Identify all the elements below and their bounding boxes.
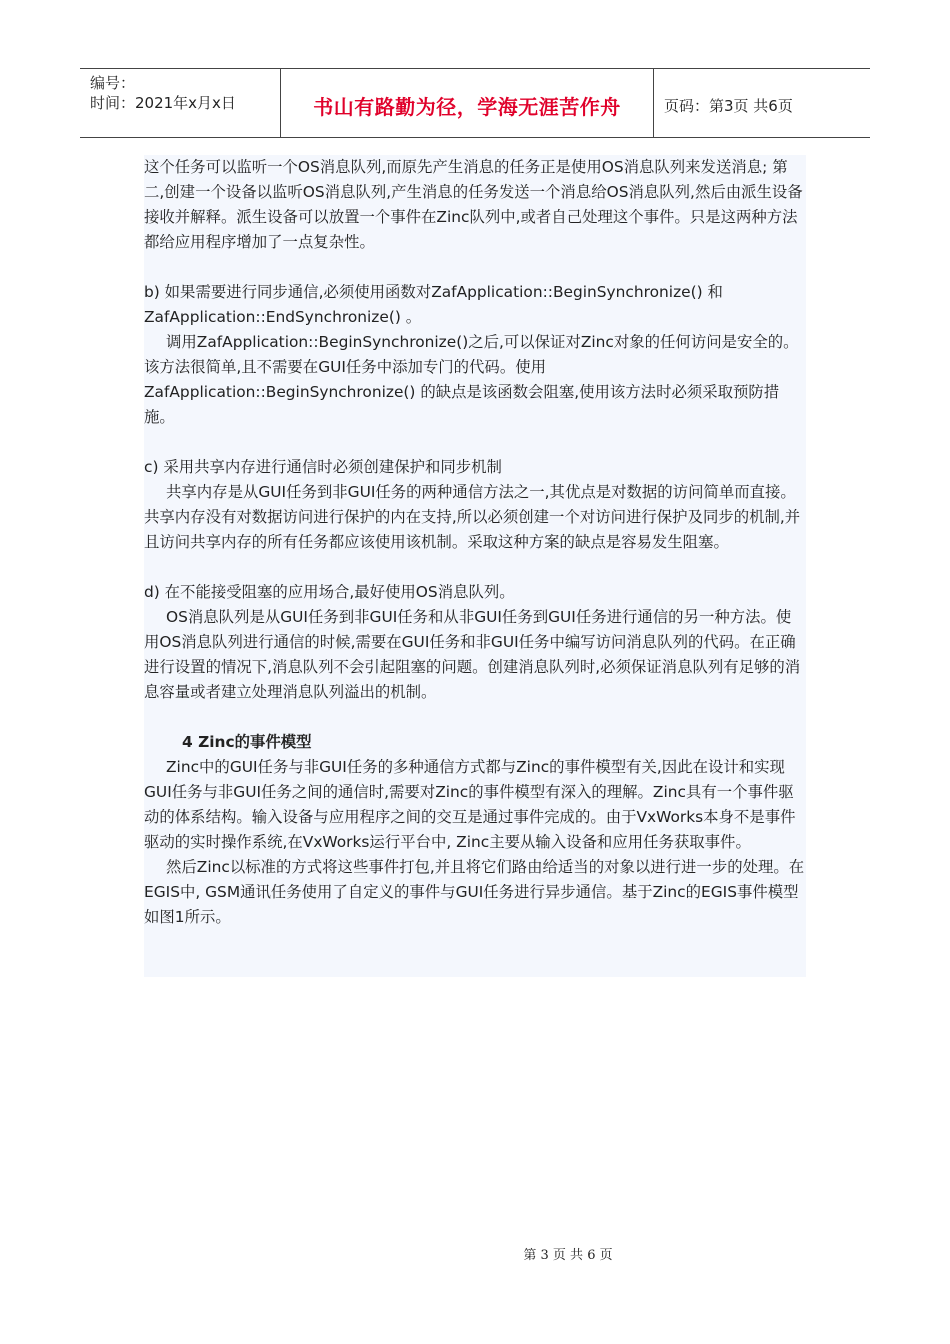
item-c-heading: c) 采用共享内存进行通信时必须创建保护和同步机制 bbox=[144, 458, 502, 476]
section-4-paragraph-2: 然后Zinc以标准的方式将这些事件打包,并且将它们路由给适当的对象以进行进一步的处理。在EGIS中, GSM通讯任务使用了自定义的事件与GUI任务进行异步通信。基于Zinc的EGIS事件模型如图1所示。 bbox=[144, 858, 805, 926]
paragraph: 这个任务可以监听一个OS消息队列,而原先产生消息的任务正是使用OS消息队列来发送消息; 第二,创建一个设备以监听OS消息队列,产生消息的任务发送一个消息给OS消息队列,然后由派生设备接收并解释。派生设备可以放置一个事件在Zinc队列中,或者自己处理这个事件。只是这两种方法都给应用程序增加了一点复杂性。 bbox=[144, 158, 803, 251]
item-d-heading: d) 在不能接受阻塞的应用场合,最好使用OS消息队列。 bbox=[144, 583, 515, 601]
header-info-cell bbox=[80, 69, 281, 137]
document-number-label: 编号： bbox=[90, 74, 136, 92]
item-b-heading: b) 如果需要进行同步通信,必须使用函数对ZafApplication::BeginSynchronize() 和ZafApplication::EndSynchronize() 。 bbox=[144, 283, 723, 326]
page-footer: 第 3 页 共 6 页 bbox=[523, 1248, 613, 1263]
header-motto: 书山有路勤为径，学海无涯苦作舟 bbox=[281, 69, 654, 137]
page-header bbox=[80, 68, 870, 138]
item-b-body: 调用ZafApplication::BeginSynchronize()之后,可以保证对Zinc对象的任何访问是安全的。该方法很简单,且不需要在GUI任务中添加专门的代码。使用ZafApplication::BeginSynchronize() 的缺点是该函数会阻塞,使用该方法时必须采取预防措施。 bbox=[144, 333, 799, 426]
item-c-body: 共享内存是从GUI任务到非GUI任务的两种通信方法之一,其优点是对数据的访问简单而直接。共享内存没有对数据访问进行保护的内在支持,所以必须创建一个对访问进行保护及同步的机制,并且访问共享内存的所有任务都应该使用该机制。采取这种方案的缺点是容易发生阻塞。 bbox=[144, 483, 801, 551]
section-4-title: 4 Zinc的事件模型 bbox=[182, 733, 312, 751]
document-body bbox=[144, 155, 806, 977]
header-page-number: 页码：第3页 共6页 bbox=[664, 96, 793, 115]
section-4-paragraph-1: Zinc中的GUI任务与非GUI任务的多种通信方式都与Zinc的事件模型有关,因此在设计和实现GUI任务与非GUI任务之间的通信时,需要对Zinc的事件模型有深入的理解。Zinc具有一个事件驱动的体系结构。输入设备与应用程序之间的交互是通过事件完成的。由于VxWorks本身不是事件驱动的实时操作系统,在VxWorks运行平台中, Zinc主要从输入设备和应用任务获取事件。 bbox=[144, 758, 796, 851]
document-date-label: 时间：2021年x月x日 bbox=[90, 94, 236, 112]
item-d-body: OS消息队列是从GUI任务到非GUI任务和从非GUI任务到GUI任务进行通信的另一种方法。使用OS消息队列进行通信的时候,需要在GUI任务和非GUI任务中编写访问消息队列的代码。在正确进行设置的情况下,消息队列不会引起阻塞的问题。创建消息队列时,必须保证消息队列有足够的消息容量或者建立处理消息队列溢出的机制。 bbox=[144, 608, 801, 701]
